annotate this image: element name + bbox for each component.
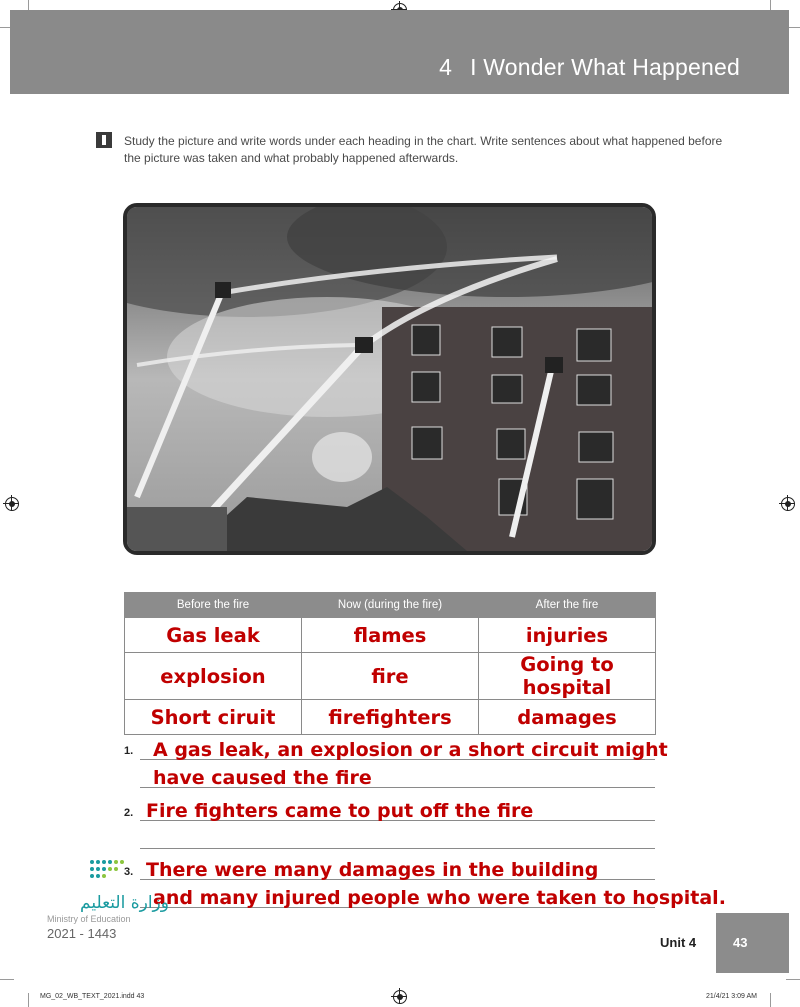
academic-year: 2021 - 1443 [47, 926, 117, 941]
footer-unit-label: Unit 4 [660, 935, 697, 950]
crop-mark [28, 993, 29, 1007]
answer-text: A gas leak, an explosion or a short circuit might [153, 739, 668, 761]
table-header-row [125, 593, 656, 618]
exercise-number-badge [96, 132, 112, 148]
ministry-arabic-name: وزارة التعليم [80, 893, 169, 913]
page-title [439, 54, 740, 81]
word-chart-table [124, 592, 656, 735]
table-row [125, 653, 656, 700]
table-cell: explosion [125, 653, 302, 700]
table-cell: damages [479, 700, 656, 735]
exercise-instructions: Study the picture and write words under each heading in the chart. Write sentences about what happened before the picture was taken and what probably happened afterwards. [124, 134, 723, 165]
registration-mark-icon [5, 497, 19, 511]
registration-mark-icon [781, 497, 795, 511]
table-row [125, 618, 656, 653]
table-cell: fire [302, 653, 479, 700]
header-after: After the fire [479, 593, 656, 618]
table-cell: Gas leak [125, 618, 302, 653]
crop-mark [770, 993, 771, 1007]
print-timestamp: 21/4/21 3:09 AM [706, 993, 757, 1000]
fire-photo [123, 203, 656, 555]
ministry-logo-icon [88, 858, 128, 882]
unit-number: 4 [439, 54, 453, 80]
answer-text: There were many damages in the building [146, 859, 599, 881]
table-cell: flames [302, 618, 479, 653]
answer-line [140, 848, 655, 849]
page-number-box [716, 913, 789, 973]
page-number: 43 [733, 935, 748, 950]
answer-number: 3. [124, 866, 134, 878]
header-band [10, 10, 789, 94]
registration-mark-icon [393, 990, 407, 1004]
header-before: Before the fire [125, 593, 302, 618]
crop-mark [0, 979, 14, 980]
answer-text: and many injured people who were taken to hospital. [153, 887, 726, 909]
answer-number: 1. [124, 745, 134, 757]
header-now: Now (during the fire) [302, 593, 479, 618]
table-cell: Short ciruit [125, 700, 302, 735]
table-cell: firefighters [302, 700, 479, 735]
unit-title: I Wonder What Happened [470, 54, 740, 80]
table-cell: Going to hospital [479, 653, 656, 700]
answer-text: Fire fighters came to put off the fire [146, 800, 534, 822]
table-cell: injuries [479, 618, 656, 653]
fire-photo-illustration [127, 207, 652, 551]
answer-number: 2. [124, 807, 134, 819]
crop-mark [786, 979, 800, 980]
table-row [125, 700, 656, 735]
answer-text: have caused the fire [153, 767, 372, 789]
file-slug: MG_02_WB_TEXT_2021.indd 43 [40, 993, 145, 1000]
ministry-english-name: Ministry of Education [47, 914, 131, 924]
